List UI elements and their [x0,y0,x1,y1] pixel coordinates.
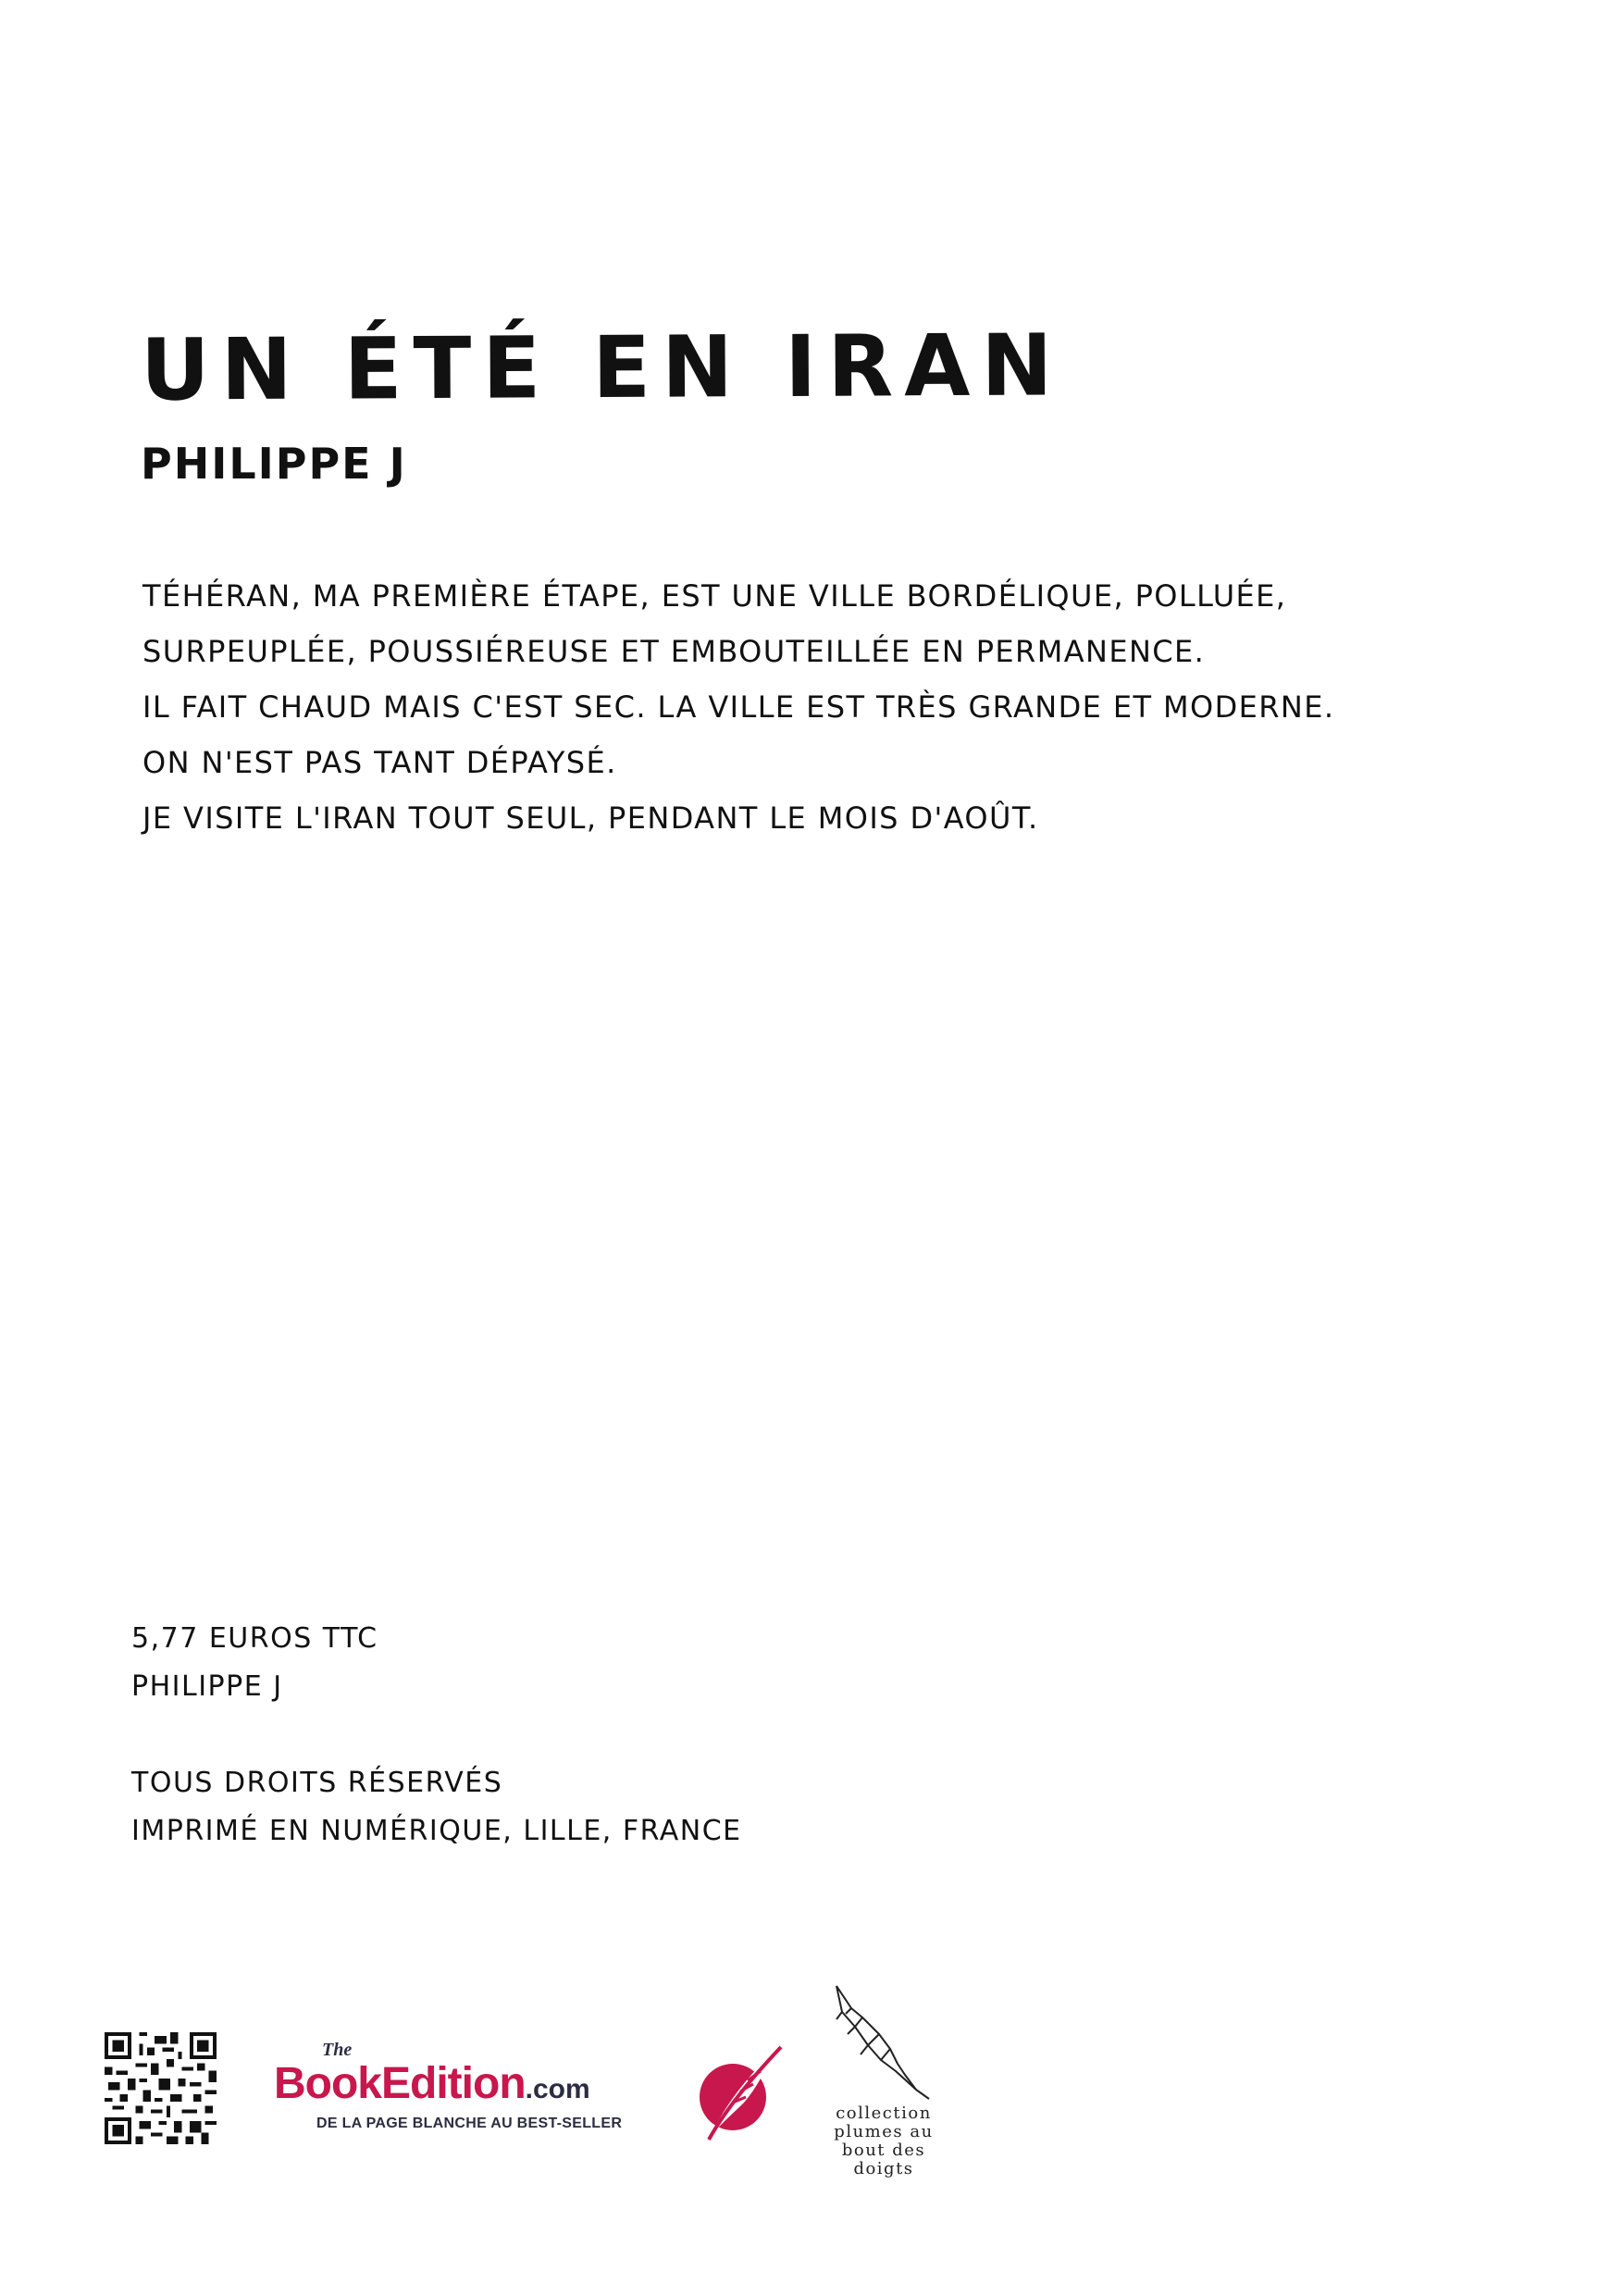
summary-text [142,568,1456,846]
bookedition-tagline: DE LA PAGE BLANCHE AU BEST-SELLER [316,2116,623,2131]
bookedition-the: The [322,2040,353,2060]
quill-feather-icon [814,1980,953,2101]
collection-logo [814,1980,953,2184]
book-author: PHILIPPE J [141,439,407,489]
red-feather-icon [692,2043,785,2145]
collection-line: plumes au [834,2122,934,2141]
bookedition-logo [274,2040,672,2140]
print-notice: IMPRIMÉ EN NUMÉRIQUE, LILLE, FRANCE [131,1815,742,1847]
collection-name [814,2104,953,2178]
rights-notice: TOUS DROITS RÉSERVÉS [131,1767,503,1799]
bookedition-wordmark [274,2059,590,2108]
summary-line: SURPEUPLÉE, POUSSIÉREUSE ET EMBOUTEILLÉE EN PERMANENCE. [142,634,1206,669]
bookedition-domain: .com [525,2074,590,2104]
qr-code-icon [105,2032,217,2144]
collection-line: bout des [841,2141,926,2160]
bookedition-brand: BookEdition [274,2059,526,2108]
collection-line: doigts [853,2159,914,2178]
collection-line: collection [836,2104,932,2123]
summary-line: ON N'EST PAS TANT DÉPAYSÉ. [142,745,617,780]
spacer [131,1711,742,1759]
summary-line: JE VISITE L'IRAN TOUT SEUL, PENDANT LE MOIS D'AOÛT. [142,800,1039,836]
summary-line: TÉHÉRAN, MA PREMIÈRE ÉTAPE, EST UNE VILLE BORDÉLIQUE, POLLUÉE, [142,578,1287,614]
colophon-author: PHILIPPE J [131,1670,283,1703]
summary-line: IL FAIT CHAUD MAIS C'EST SEC. LA VILLE EST TRÈS GRANDE ET MODERNE. [142,689,1335,725]
price: 5,77 EUROS TTC [131,1622,378,1655]
book-title: UN ÉTÉ EN IRAN [140,316,1064,420]
colophon [131,1615,742,1855]
